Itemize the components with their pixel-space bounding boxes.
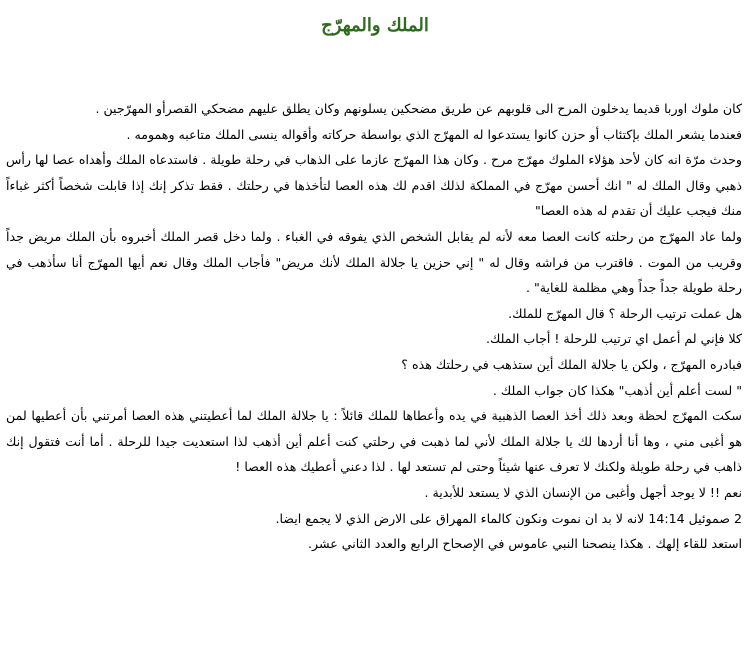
paragraph-journey-gift: وحدث مرّة انه كان لأحد هؤلاء الملوك مهرّج مرح . وكان هذا المهرّج عازما على الذهاب في رحلة طويلة . فاستدعاه الملك وأهداه عصا لها رأس ذهبي وقال الملك له " انك أحسن مهرّج في المملكة لذلك اقدم لك هذه العصا لتأخذها في رحلتك . فقط تذكر إنك إذا قابلت شخصاً أكثر غباءاً منك فيجب عليك أن تقدم له هذه العصا" [6,152,742,219]
paragraph-intro: كان ملوك اوربا قديما يدخلون المرح الى قلوبهم عن طريق مضحكين يسلونهم وكان يطلق عليهم مضحكي القصرأو المهرّجين . [95,101,742,116]
paragraph-moral: نعم !! لا يوجد أجهل وأغبى من الإنسان الذي لا يستعد للأبدية . [424,484,742,500]
paragraph-scripture: 2 صموئيل 14:14 لانه لا بد ان نموت ونكون كالماء المهراق على الارض الذي لا يجمع ايضا. [275,510,742,526]
paragraph-return: ولما عاد المهرّج من رحلته كانت العصا معه لأنه لم يقابل الشخص الذي يفوقه في الغباء . ولما دخل قصر الملك أخبروه بأن الملك مريض جداً وقريب من الموت . فاقترب من فراشه وقال له " إني حزين يا جلالة الملك لأنك مريض" فأجاب الملك وقال نعم أيها المهرّج أنا سأذهب في رحلة طويلة جداً جداً وهي مظلمة للغاية" . [6,228,742,296]
paragraph-king-answer: كلا فإني لم أعمل اي ترتيب للرحلة ! أجاب الملك. [485,331,742,347]
paragraph-question-preparation: هل عملت ترتيب الرحلة ؟ قال المهرّج للملك. [508,305,742,321]
page-title: الملك والمهرّج [321,15,429,36]
story-body [6,96,742,557]
paragraph-jester-role: فعندما يشعر الملك بإكتئاب أو حزن كانوا يستدعوا له المهرّج الذي بواسطة حركاته وأقواله ينسى الملك متاعبه وهمومه . [126,126,742,142]
paragraph-king-reply: " لست أعلم أين أذهب" هكذا كان جواب الملك . [492,382,742,398]
paragraph-closing: استعد للقاء إلهك . هكذا ينصحنا النبي عاموس في الإصحاح الرابع والعدد الثاني عشر. [308,536,742,552]
paragraph-jester-returns-staff: سكت المهرّج لحظة وبعد ذلك أخذ العصا الذهبية في يده وأعطاها للملك قائلاً : يا جلالة الملك لما أعطيتني هذه العصا أمرتني بأن أعطيها لمن هو أغبى مني ، وها أنا أردها لك يا جلالة الملك لأني لما ذهبت في رحلتي كنت أعلم أين أذهب لذا استعديت جيدا للرحلة . أما أنت فتقول إنك ذاهب في رحلة طويلة ولكنك لا تعرف عنها شيئاً وحتى لم تستعد لها . لذا دعني أعطيك هذه العصا ! [6,408,742,475]
paragraph-question-destination: فبادره المهرّج ، ولكن يا جلالة الملك أين ستذهب في رحلتك هذه ؟ [401,356,742,372]
